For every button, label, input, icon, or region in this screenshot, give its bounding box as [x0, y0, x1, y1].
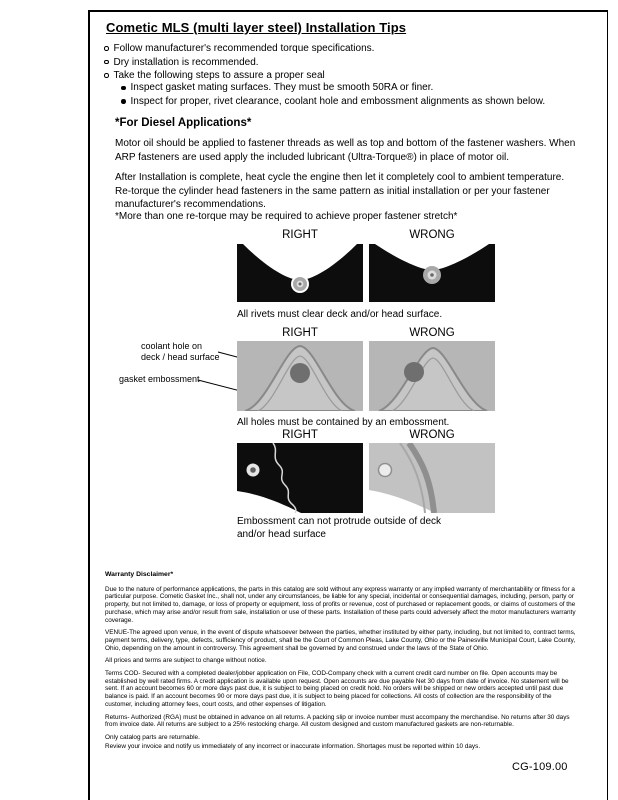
- diesel-paragraph-1: Motor oil should be applied to fastener threads as well as top and bottom of the fastener washers. When ARP fasteners are used apply the included lubricant (Ultra-Torque®) in place of motor oil.: [115, 138, 576, 163]
- gasket-embossment-label: gasket embossment: [119, 374, 200, 384]
- tip-item: [104, 57, 374, 69]
- coolant-hole-label: coolant hole on deck / head surface: [141, 341, 220, 362]
- sub-tip-item: [121, 96, 545, 108]
- embossment-wrong-label: WRONG: [409, 429, 455, 441]
- rivets-wrong-label: WRONG: [409, 229, 455, 241]
- legal-paragraph-terms: Terms COD- Secured with a completed dealer/jobber application on File, COD-Company check with a current credit card number on file. Open accounts may be established by well rated firms. A credit application is available upon request. Open accounts are due payable Net 30 days from date of invoice. No statement will be sent. If an account becomes 60 or more days past due, it is subject to being placed on credit hold. No orders will be shipped or new orders accepted until past due balance is paid. If an account becomes 90 or more days past due, it is subject to being placed for collections. All costs of collection are the responsibility of the customer, including attorney fees, court costs, and other expenses of litigation.: [105, 670, 569, 708]
- embossment-caption: Embossment can not protrude outside of deck and/or head surface: [237, 516, 442, 540]
- rivets-right-figure: [237, 244, 363, 302]
- sub-tip-text: Inspect gasket mating surfaces. They must be smooth 50RA or finer.: [130, 82, 434, 93]
- holes-right-label: RIGHT: [282, 327, 318, 339]
- holes-right-figure: [237, 341, 363, 411]
- open-bullet-icon: [104, 46, 109, 51]
- open-bullet-icon: [104, 73, 109, 78]
- legal-paragraph-venue: VENUE-The agreed upon venue, in the event of dispute whatsoever between the parties, whether instituted by either party, including, but not limited to, contract terms, payment terms, delivery, type, defects, sufficiency of product, shall be the Court of Common Pleas, Lake County, Ohio or the Painesville Municipal Court, Lake County, Ohio, depending on the amount in controversy. This agreement shall be governed by and construed under the laws of the State of Ohio.: [105, 629, 576, 652]
- open-bullet-icon: [104, 60, 109, 65]
- tip-item: [104, 70, 374, 82]
- retorque-note: *More than one re-torque may be required to achieve proper fastener stretch*: [115, 211, 458, 222]
- legal-section: [105, 571, 577, 755]
- tips-list: [104, 43, 374, 84]
- filled-bullet-icon: [121, 99, 126, 104]
- legal-paragraph-review: Review your invoice and notify us immediately of any incorrect or inaccurate information. Shortages must be reported within 10 days.: [105, 742, 481, 750]
- tip-text: Take the following steps to assure a proper seal: [113, 70, 325, 81]
- page-title: Cometic MLS (multi layer steel) Installation Tips: [106, 20, 407, 35]
- sub-tip-item: [121, 82, 545, 94]
- rivets-right-label: RIGHT: [282, 229, 318, 241]
- rivets-caption: All rivets must clear deck and/or head surface.: [237, 309, 443, 320]
- tip-text: Follow manufacturer's recommended torque specifications.: [113, 43, 375, 54]
- bolt-hole: [379, 464, 392, 477]
- legal-paragraph-returns: Returns- Authorized (RGA) must be obtained in advance on all returns. A packing slip or invoice number must accompany the merchandise. No returns after 30 days from invoice date. All returns are subject to a 25% restocking charge. All custom designed and custom manufactured gaskets are non-returnable.: [105, 713, 570, 729]
- diesel-paragraph-2: After Installation is complete, heat cycle the engine then let it completely cool to ambient temperature. Re-torque the cylinder head fasteners in the same pattern as initial installation or per your fastener manufacturer's recommendations.: [115, 172, 565, 210]
- holes-wrong-figure: [369, 341, 495, 411]
- coolant-hole: [404, 362, 424, 382]
- legal-paragraph-catalog: Only catalog parts are returnable.: [105, 733, 200, 741]
- sub-tips-list: [121, 82, 545, 109]
- legal-paragraph-warranty: Due to the nature of performance applications, the parts in this catalog are sold without any express warranty or any implied warranty of merchantability or fitness for a particular purpose. Cometic Gasket Inc., shall not, under any circumstances, be liable for any special, incidental or consequential damages, including, person, party or property, but not limited to, damage, or loss of property or equipment, loss of profits or revenue, cost of purchased or replacement goods, or claims of customers of the purchase, which may arise and/or result from sale, installation or use of these parts. Installation of these parts could adversely affect the motor manufacturers warranty coverage.: [105, 585, 576, 624]
- embossment-right-label: RIGHT: [282, 429, 318, 441]
- holes-caption: All holes must be contained by an embossment.: [237, 417, 450, 428]
- filled-bullet-icon: [121, 86, 126, 91]
- sub-tip-text: Inspect for proper, rivet clearance, coolant hole and embossment alignments as shown below.: [130, 95, 546, 107]
- embossment-wrong-figure: [369, 443, 495, 513]
- coolant-hole: [290, 363, 310, 383]
- legal-paragraph-prices: All prices and terms are subject to change without notice.: [105, 657, 267, 665]
- diesel-applications-heading: *For Diesel Applications*: [115, 117, 252, 129]
- tip-item: [104, 43, 374, 55]
- rivets-wrong-figure: [369, 244, 495, 302]
- doc-number: CG-109.00: [512, 761, 568, 773]
- warranty-disclaimer-heading: Warranty Disclaimer*: [105, 571, 174, 578]
- holes-wrong-label: WRONG: [409, 327, 455, 339]
- embossment-right-figure: [237, 443, 363, 513]
- tip-text: Dry installation is recommended.: [113, 56, 259, 68]
